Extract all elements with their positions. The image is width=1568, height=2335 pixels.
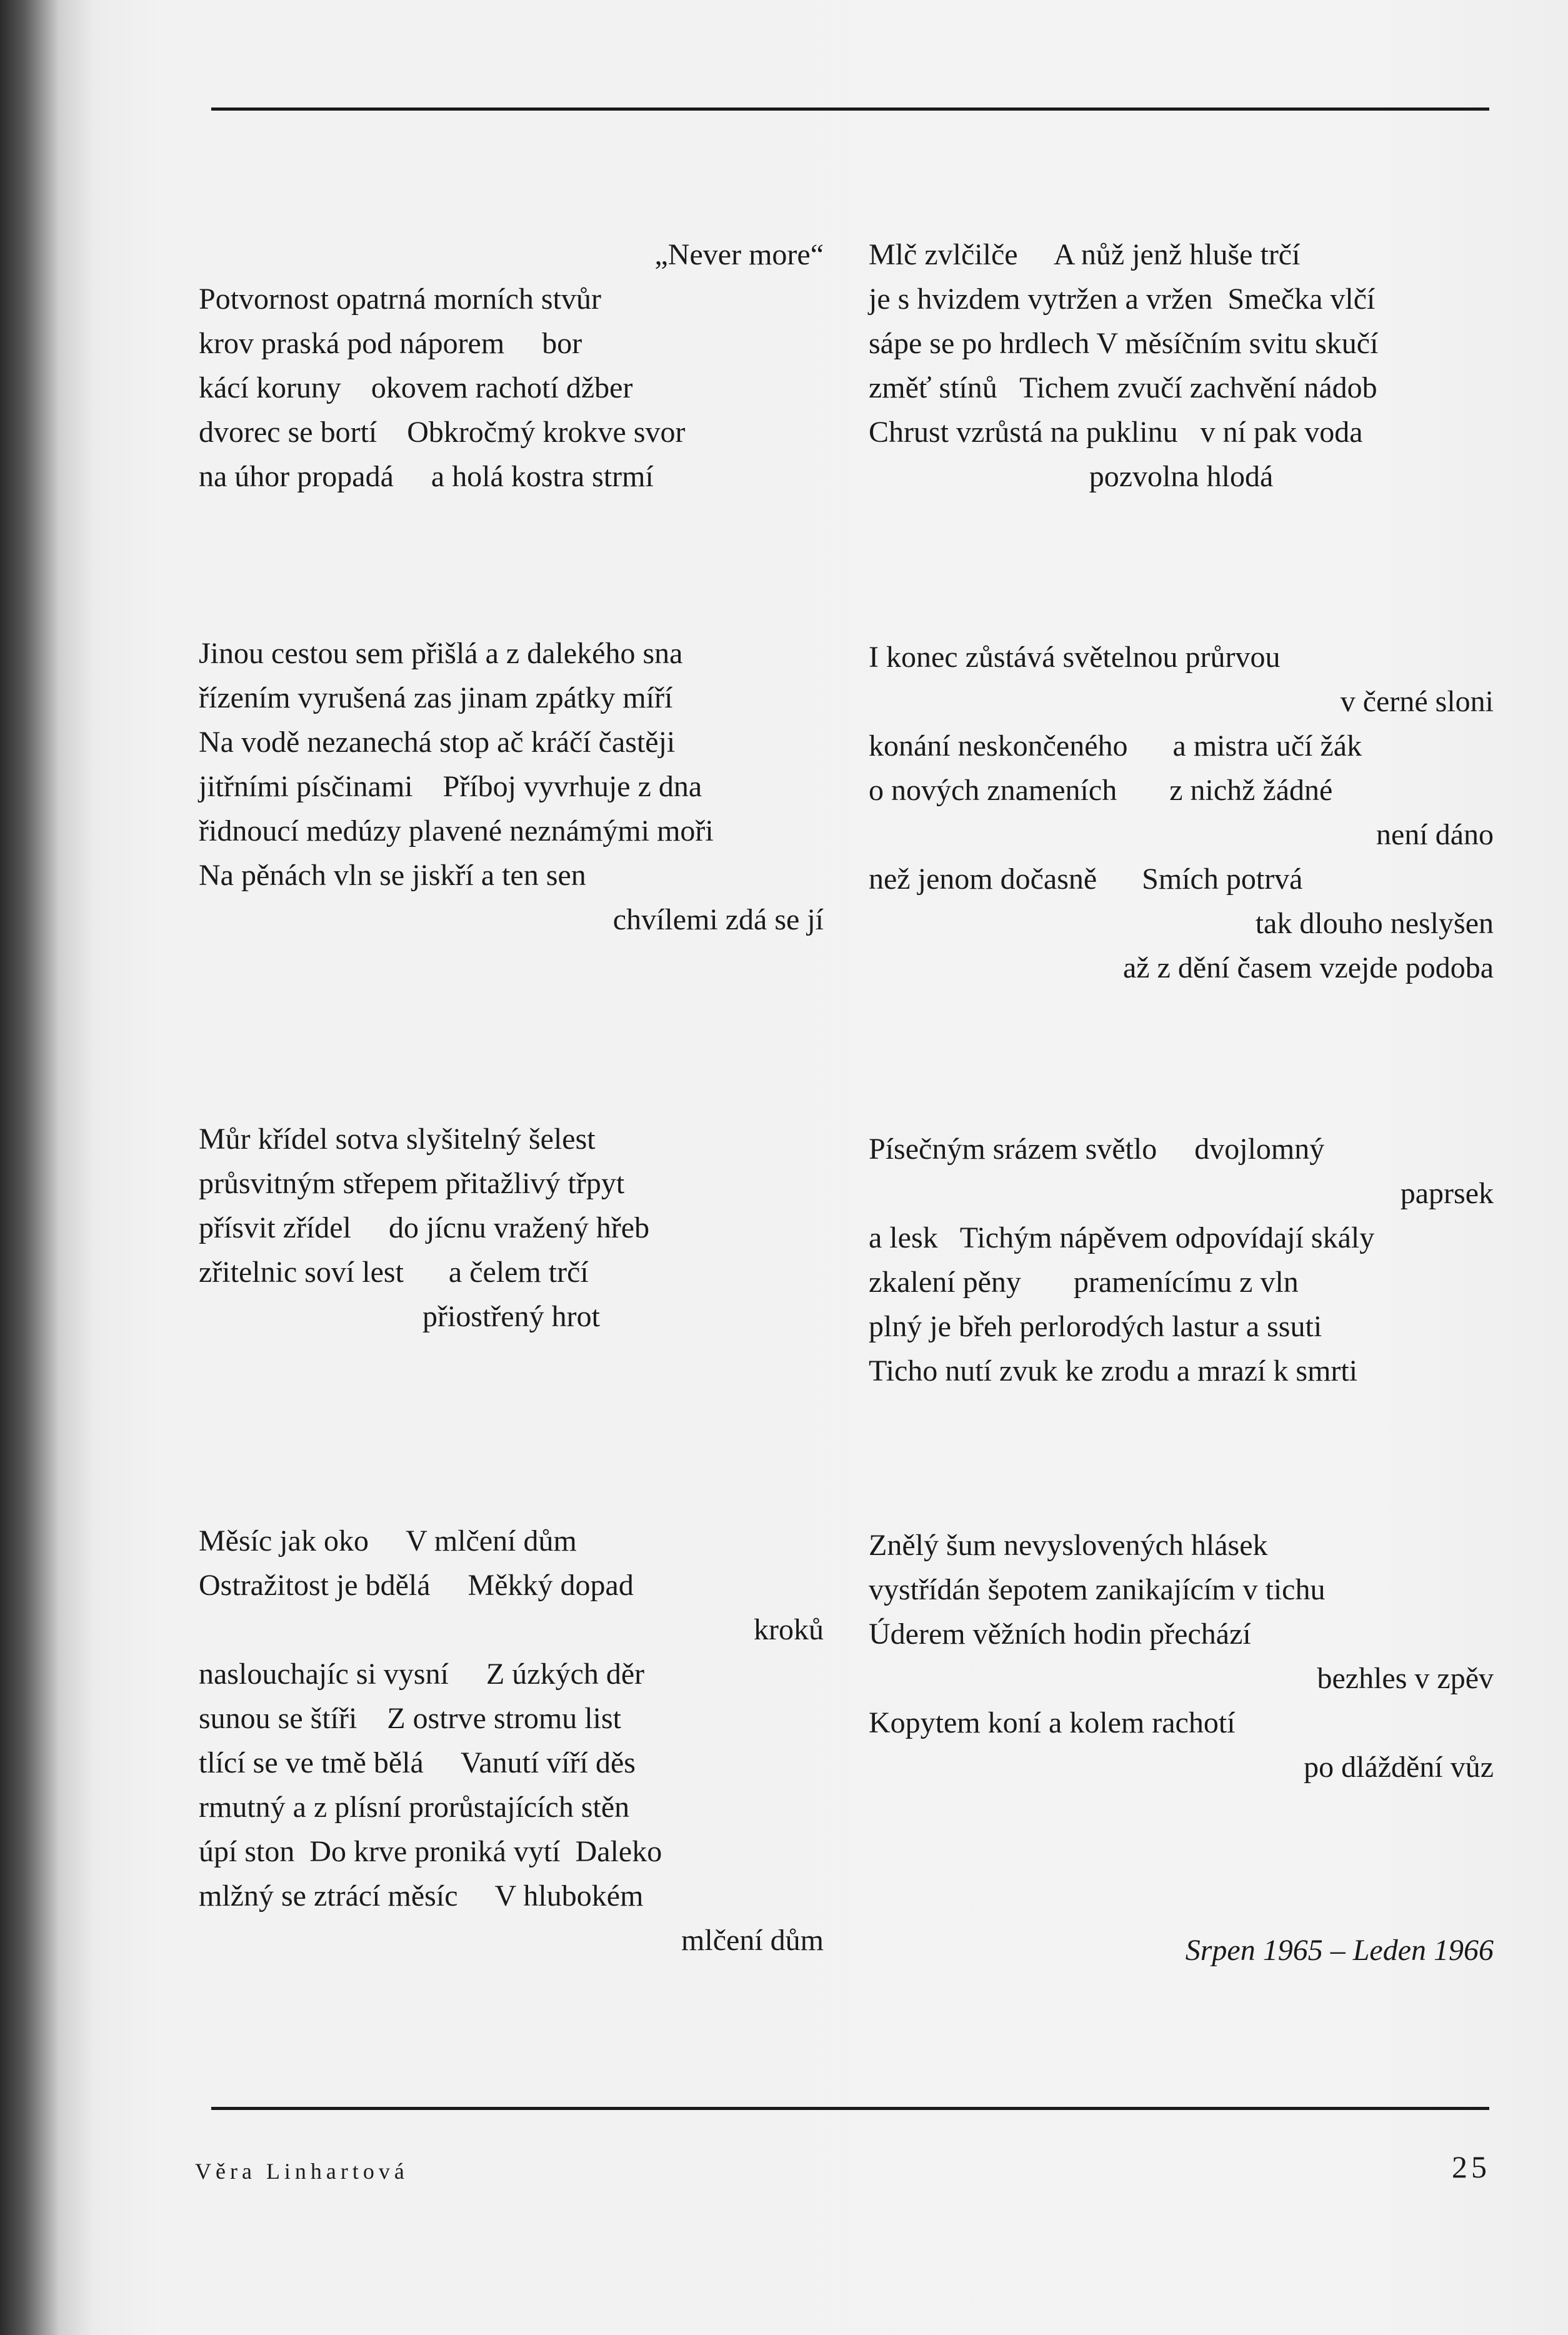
poem-line: přísvit zřídel do jícnu vražený hřeb	[199, 1211, 650, 1244]
poem-line: Na vodě nezanechá stop ač kráčí častěji	[199, 726, 676, 759]
poem-line: vystřídán šepotem zanikajícím v tichu	[869, 1573, 1326, 1606]
poem-line: úpí ston Do krve proniká vytí Daleko	[199, 1835, 662, 1868]
poem-line: není dáno	[1376, 818, 1494, 851]
poem-line: dvorec se bortí Obkročmý krokve svor	[199, 416, 686, 449]
poem-line: kroků	[754, 1613, 824, 1646]
poem-line: mlčení dům	[681, 1924, 824, 1957]
poem-line: po dláždění vůz	[1304, 1751, 1494, 1784]
poem-line: jitřními písčinami Příboj vyvrhuje z dna	[199, 770, 702, 803]
poem-line: Znělý šum nevyslovených hlásek	[869, 1529, 1268, 1562]
poem-line: paprsek	[1400, 1177, 1494, 1210]
poem-line: řízením vyrušená zas jinam zpátky míří	[199, 681, 673, 714]
poem-line: naslouchajíc si vysní Z úzkých děr	[199, 1658, 645, 1691]
poem-line: „Never more“	[654, 238, 824, 271]
stanza-right-4	[869, 1523, 1494, 1789]
stanza-left-3	[199, 1117, 824, 1339]
stanza-left-2	[199, 631, 824, 942]
poem-line: rmutný a z plísní prorůstajících stěn	[199, 1791, 630, 1824]
poem-line: tak dlouho neslyšen	[1255, 907, 1494, 940]
poem-line: přiostřený hrot	[422, 1300, 600, 1333]
poem-line: o nových znameních z nichž žádné	[869, 774, 1333, 807]
date-line: Srpen 1965 – Leden 1966	[1185, 1934, 1494, 1967]
poem-line: Můr křídel sotva slyšitelný šelest	[199, 1122, 596, 1156]
poem-line: kácí koruny okovem rachotí džber	[199, 371, 633, 404]
poem-line: krov praská pod náporem bor	[199, 327, 582, 360]
bottom-rule	[211, 2107, 1489, 2110]
poem-line: v černé sloni	[1340, 685, 1494, 718]
poem-line: pozvolna hlodá	[1089, 460, 1274, 493]
poem-line: a lesk Tichým nápěvem odpovídají skály	[869, 1221, 1375, 1254]
poem-line: plný je břeh perlorodých lastur a ssuti	[869, 1310, 1322, 1343]
poem-line: je s hvizdem vytržen a vržen Smečka vlčí	[869, 282, 1376, 316]
poem-line: Kopytem koní a kolem rachotí	[869, 1706, 1236, 1739]
poem-line: Chrust vzrůstá na puklinu v ní pak voda	[869, 416, 1363, 449]
poem-line: Na pěnách vln se jiskří a ten sen	[199, 859, 586, 892]
poem-line: změť stínů Tichem zvučí zachvění nádob	[869, 371, 1377, 404]
stanza-right-1	[869, 232, 1494, 499]
poem-line: tlící se ve tmě bělá Vanutí víří děs	[199, 1746, 636, 1779]
poem-line: Ticho nutí zvuk ke zrodu a mrazí k smrti	[869, 1354, 1358, 1388]
poem-line: mlžný se ztrácí měsíc V hlubokém	[199, 1879, 644, 1912]
poem-line: zřitelnic soví lest a čelem trčí	[199, 1256, 589, 1289]
poem-line: Ostražitost je bdělá Měkký dopad	[199, 1569, 634, 1602]
page-number: 25	[1452, 2149, 1491, 2184]
poem-line: Potvornost opatrná morních stvůr	[199, 282, 601, 316]
poem-line: Písečným srázem světlo dvojlomný	[869, 1132, 1325, 1166]
poem-line: až z dění časem vzejde podoba	[1122, 951, 1494, 984]
poem-line: Úderem věžních hodin přechází	[869, 1618, 1251, 1651]
poem-line: Měsíc jak oko V mlčení dům	[199, 1524, 577, 1558]
poem-line: zkalení pěny pramenícímu z vln	[869, 1266, 1299, 1299]
stanza-right-2	[869, 635, 1494, 990]
poem-line: na úhor propadá a holá kostra strmí	[199, 460, 654, 493]
poem-line: sápe se po hrdlech V měsíčním svitu skučí	[869, 327, 1379, 360]
poem-line: I konec zůstává světelnou průrvou	[869, 641, 1281, 674]
poem-line: sunou se štíři Z ostrve stromu list	[199, 1702, 621, 1735]
poem-line: Jinou cestou sem přišlá a z dalekého sna	[199, 637, 683, 670]
author-name: Věra Linhartová	[195, 2159, 409, 2184]
stanza-left-4	[199, 1519, 824, 1962]
poem-line: konání neskončeného a mistra učí žák	[869, 729, 1362, 762]
poem-line: bezhles v zpěv	[1317, 1662, 1494, 1695]
poem-line: řidnoucí medúzy plavené neznámými moři	[199, 814, 714, 848]
poem-line: než jenom dočasně Smích potrvá	[869, 862, 1303, 896]
poem-line: chvílemi zdá se jí	[612, 903, 824, 936]
stanza-right-3	[869, 1127, 1494, 1393]
poem-line: Mlč zvlčilče A nůž jenž hluše trčí	[869, 238, 1301, 271]
stanza-left-1	[199, 232, 824, 499]
top-rule	[211, 108, 1489, 111]
poem-line: průsvitným střepem přitažlivý třpyt	[199, 1167, 625, 1200]
